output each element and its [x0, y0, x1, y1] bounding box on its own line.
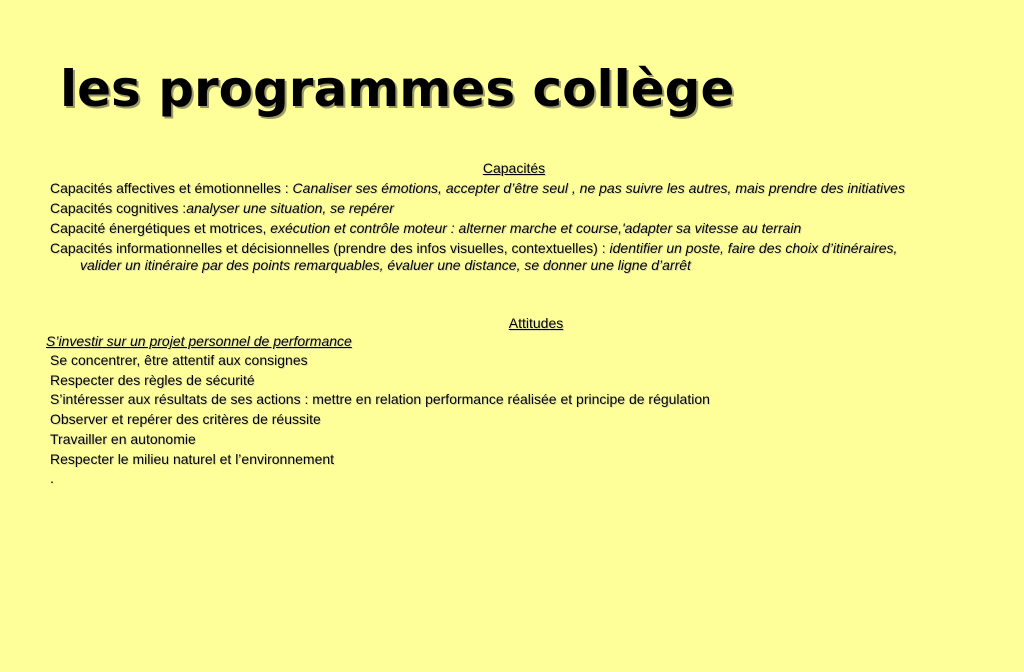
capacite-row-energetiques: [50, 218, 1000, 238]
capacite-label: Capacités affectives et émotionnelles :: [50, 180, 293, 196]
list-item: S’intéresser aux résultats de ses actions : mettre en relation performance réalisée et principe de régulation: [50, 391, 710, 408]
capacites-heading: Capacités: [482, 160, 546, 176]
attitudes-heading: Attitudes: [508, 315, 564, 331]
capacite-detail: valider un itinéraire par des points remarquables, évaluer une distance, se donner une ligne d’arrêt: [80, 257, 691, 273]
list-item: .: [50, 470, 54, 487]
attitudes-intro: S’investir sur un projet personnel de performance: [46, 333, 352, 349]
capacite-detail: analyser une situation, se repérer: [186, 200, 394, 216]
attitudes-list: [50, 351, 710, 489]
capacite-label: Capacité énergétiques et motrices,: [50, 220, 271, 236]
capacite-detail: identifier un poste, faire des choix d’itinéraires,: [609, 240, 898, 256]
list-item: Observer et repérer des critères de réussite: [50, 411, 321, 428]
capacites-list: [50, 178, 1000, 274]
list-item: Respecter des règles de sécurité: [50, 371, 255, 388]
capacite-row-cognitives: [50, 198, 1000, 218]
capacite-detail: exécution et contrôle moteur : alterner marche et course,'adapter sa vitesse au terrain: [270, 220, 802, 236]
page-title: les programmes collège: [60, 60, 735, 118]
list-item: Travailler en autonomie: [50, 430, 196, 447]
list-item: Respecter le milieu naturel et l’environnement: [50, 450, 335, 467]
capacite-label: Capacités cognitives :: [50, 200, 187, 216]
capacite-detail: Canaliser ses émotions, accepter d’être seul , ne pas suivre les autres, mais prendre des initiatives: [292, 180, 905, 196]
capacite-label: Capacités informationnelles et décisionnelles (prendre des infos visuelles, contextuelles) :: [50, 240, 610, 256]
list-item: Se concentrer, être attentif aux consignes: [50, 352, 308, 368]
capacite-row-affectives: [50, 178, 1000, 198]
capacite-row-informationnelles: [50, 240, 1000, 257]
capacite-row-informationnelles-cont: [50, 257, 1000, 274]
